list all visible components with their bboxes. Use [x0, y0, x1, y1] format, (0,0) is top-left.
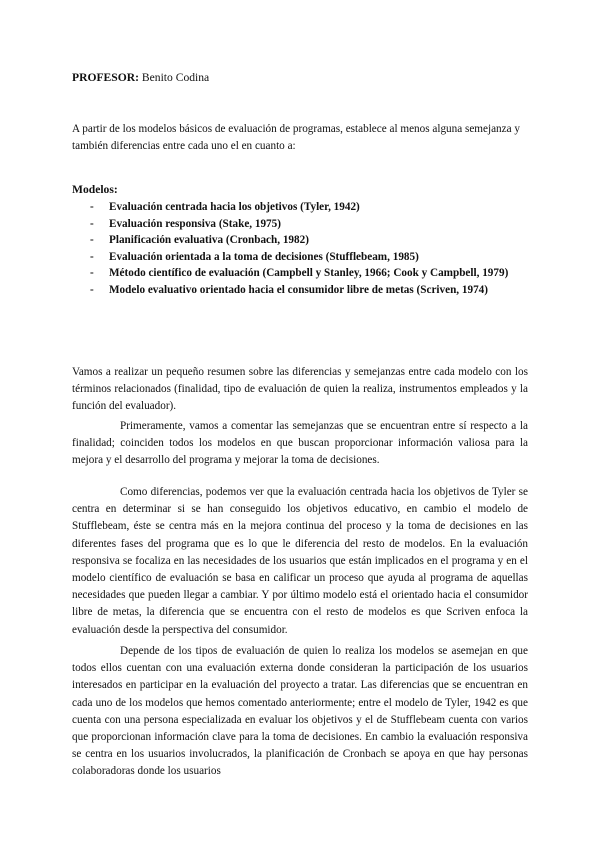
list-dash: - [90, 283, 94, 296]
list-item [72, 265, 528, 281]
list-dash: - [90, 201, 94, 213]
professor-name: Benito Codina [139, 71, 210, 84]
list-item [72, 249, 528, 265]
professor-line [72, 70, 528, 86]
list-item-label: Evaluación centrada hacia los objetivos (Tyler, 1942) [109, 201, 360, 213]
list-item-label: Modelo evaluativo orientado hacia el consumidor libre de metas (Scriven, 1974) [109, 283, 488, 296]
list-item-label: Evaluación responsiva (Stake, 1975) [109, 217, 281, 230]
modelos-heading: Modelos: [72, 183, 118, 196]
similarities-paragraph: Primeramente, vamos a comentar las semejanzas que se encuentran entre sí respecto a la finalidad; coinciden todos los modelos en que buscan proporcionar información valiosa para la mejora y el desarrollo del programa y mejorar la toma de decisiones. [72, 420, 528, 467]
summary-paragraph: Vamos a realizar un pequeño resumen sobre las diferencias y semejanzas entre cada modelo con los términos relacionados (finalidad, tipo de evaluación de quien la realiza, instrumentos empleados y la función del evaluador). [72, 366, 528, 413]
list-item-label: Evaluación orientada a la toma de decisiones (Stufflebeam, 1985) [109, 250, 419, 263]
professor-label: PROFESOR: [72, 71, 139, 84]
list-item-label: Planificación evaluativa (Cronbach, 1982) [109, 234, 309, 246]
list-item [72, 216, 528, 232]
list-item-label: Método científico de evaluación (Campbell y Stanley, 1966; Cook y Campbell, 1979) [109, 267, 509, 279]
list-dash: - [90, 250, 94, 263]
list-item [72, 199, 528, 215]
list-dash: - [90, 234, 94, 246]
models-list [72, 199, 528, 298]
differences-paragraph: Como diferencias, podemos ver que la evaluación centrada hacia los objetivos de Tyler se centra en determinar si se han conseguido los objetivos educativo, en cambio el modelo de Stufflebeam, éste se centra más en la mejora continua del proceso y la toma de decisiones en las diferentes fases del programa que es lo que le diferencia del resto de modelos. En la evaluación responsiva se focaliza en las necesidades de los usuarios que están implicados en el programa y en el modelo científico de evaluación se basa en calificar un proceso que ayuda al programa de aquellas necesidades que pueden llegar a cambiar. Y por último modelo está el orientado hacia el consumidor libre de metas, la diferencia que se encuentra con el resto de modelos es que Scriven enfoca la evaluación desde la perspectiva del consumidor. [72, 486, 528, 636]
list-item [72, 232, 528, 248]
intro-paragraph: A partir de los modelos básicos de evaluación de programas, establece al menos alguna semejanza y también diferencias entre cada uno el en cuanto a: [72, 123, 520, 152]
list-item [72, 282, 528, 298]
evaluation-type-paragraph: Depende de los tipos de evaluación de quien lo realiza los modelos se asemejan en que todos ellos cuentan con una evaluación externa donde consideran la participación de los usuarios interesados en participar en la evaluación del proyecto a tratar. Las diferencias que se encuentran en cada uno de los modelos que hemos comentado anteriormente; entre el modelo de Tyler, 1942 es que cuenta con una persona especializada en evaluar los objetivos y el de Stufflebeam cuenta con varios que proporcionan información clave para la toma de decisiones. En cambio la evaluación responsiva se centra en los usuarios involucrados, la planificación de Cronbach se apoya en que hay personas colaboradoras donde los usuarios [72, 645, 528, 778]
list-dash: - [90, 267, 94, 279]
list-dash: - [90, 217, 94, 230]
